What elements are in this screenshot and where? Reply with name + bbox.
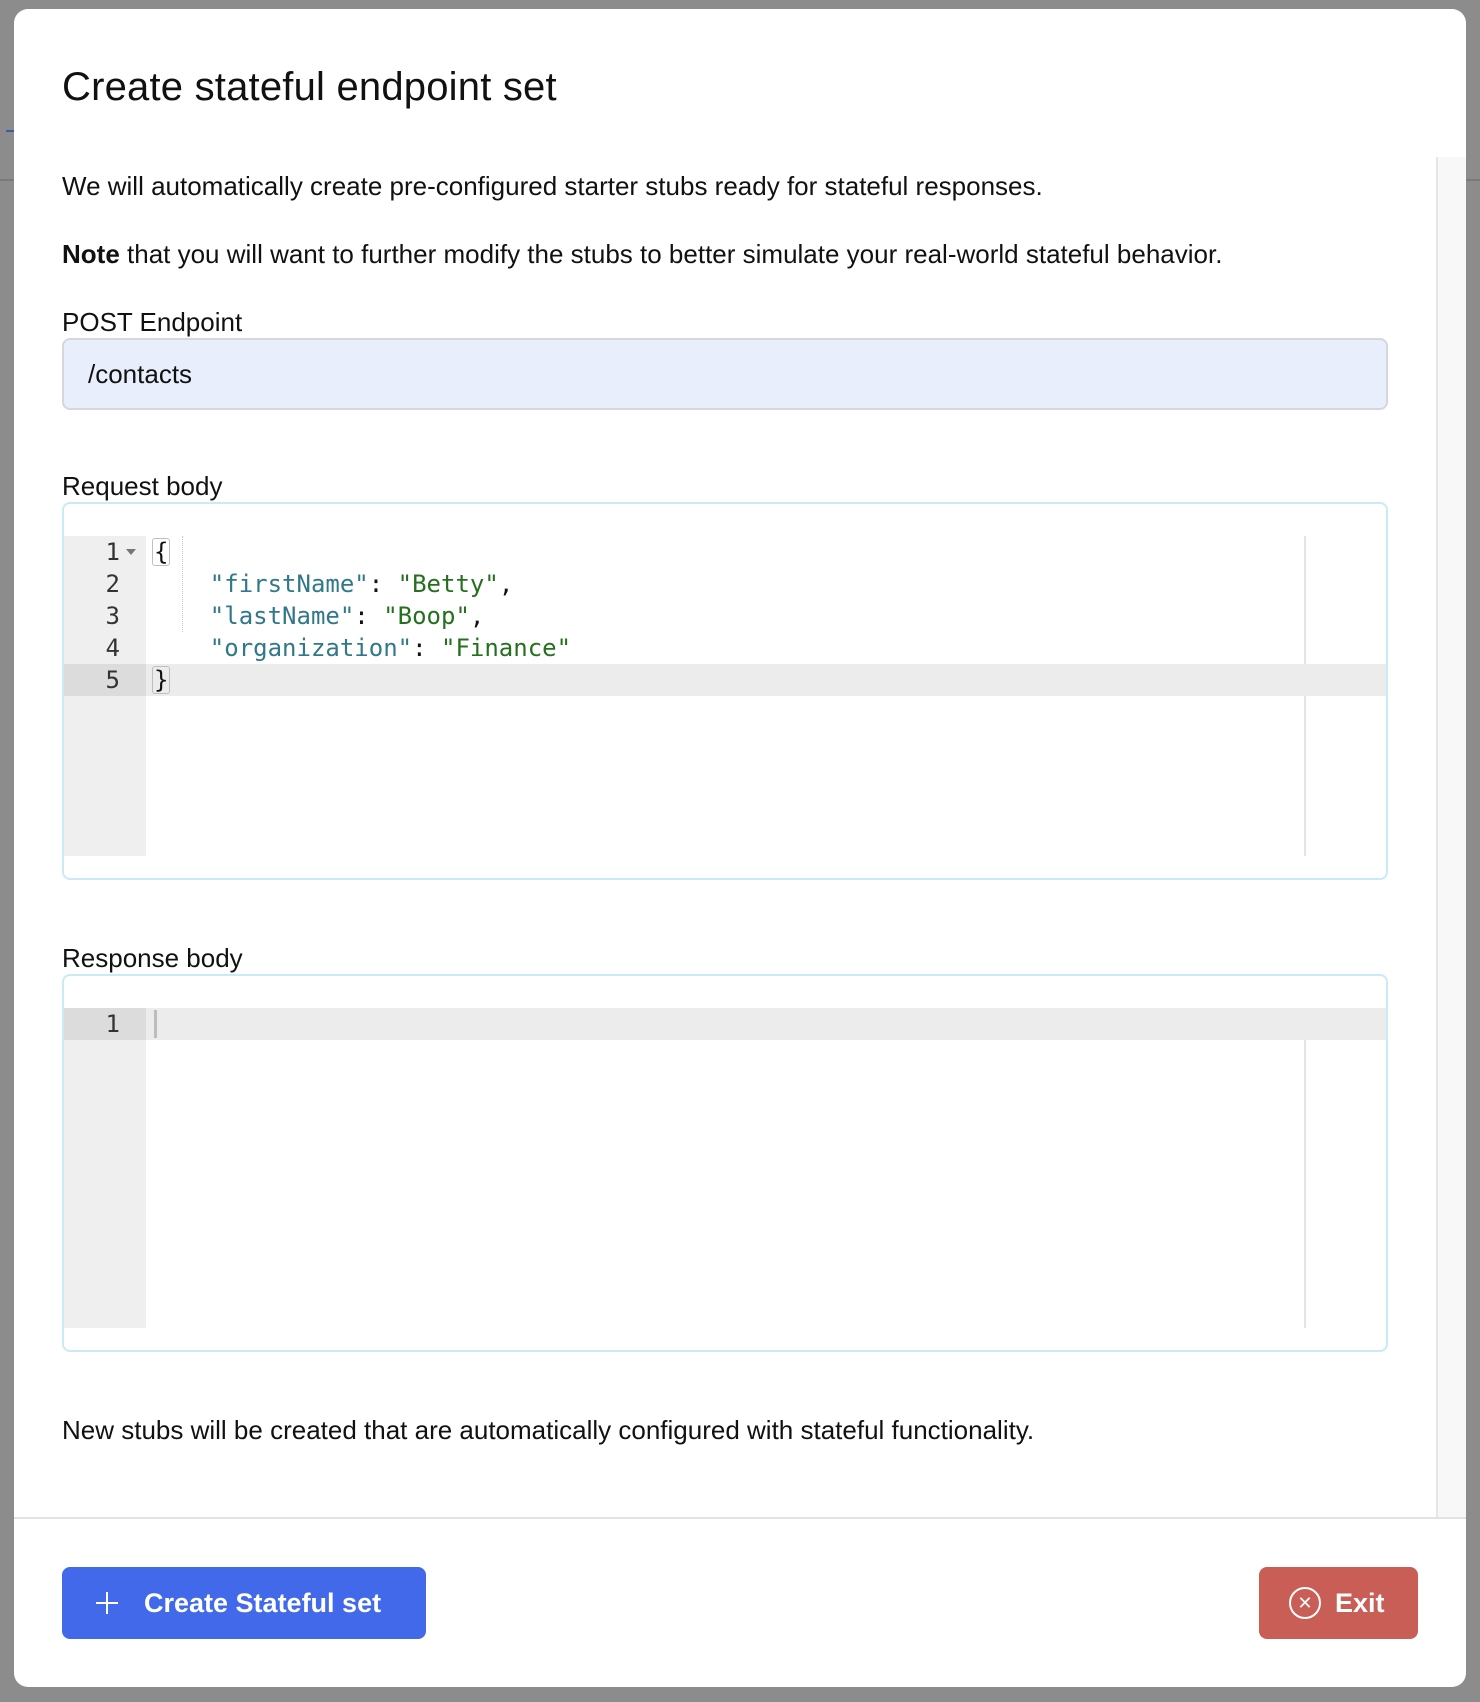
footer-info-text: New stubs will be created that are automatically configured with stateful functionality.	[62, 1415, 1035, 1445]
intro-text: We will automatically create pre-configured starter stubs ready for stateful responses.	[62, 171, 1043, 201]
editor-gutter	[64, 1008, 146, 1328]
note-rest: that you will want to further modify the stubs to better simulate your real-world stateful behavior.	[119, 239, 1223, 269]
footer-divider	[14, 1517, 1466, 1519]
code-line: 2 "firstName": "Betty",	[64, 568, 1386, 600]
note-bold: Note	[62, 239, 120, 269]
close-brace: }	[154, 666, 169, 694]
code-line: 4 "organization": "Finance"	[64, 632, 1386, 664]
line-number: 1	[64, 1008, 146, 1040]
line-number: 1	[105, 538, 120, 566]
modal-title: Create stateful endpoint set	[62, 65, 557, 109]
line-number: 3	[105, 602, 120, 630]
request-body-editor[interactable]	[62, 502, 1388, 880]
create-stateful-modal	[14, 9, 1466, 1687]
post-endpoint-input[interactable]	[62, 338, 1388, 410]
print-margin	[1304, 1008, 1306, 1328]
modal-scrollbar[interactable]	[1436, 157, 1466, 1517]
code-line: 3 "lastName": "Boop",	[64, 600, 1386, 632]
note-text	[62, 239, 1222, 270]
line-number: 5	[64, 664, 146, 696]
backdrop-divider-right	[1466, 179, 1480, 181]
exit-button-label: Exit	[1335, 1587, 1385, 1618]
create-button-label: Create Stateful set	[144, 1587, 382, 1618]
create-stateful-set-button[interactable]	[62, 1567, 426, 1639]
text-cursor	[154, 1010, 157, 1038]
plus-icon	[96, 1592, 118, 1614]
code-line-active	[64, 664, 1386, 696]
line-number: 2	[105, 570, 120, 598]
response-body-label: Response body	[62, 943, 243, 973]
post-endpoint-label: POST Endpoint	[62, 307, 243, 337]
json-value: "Betty"	[397, 570, 499, 598]
code-line-active	[64, 1008, 1386, 1040]
json-key: "firstName"	[209, 570, 369, 598]
backdrop-divider	[0, 179, 14, 181]
json-value: "Boop"	[383, 602, 470, 630]
json-value: "Finance"	[441, 634, 572, 662]
json-key: "lastName"	[209, 602, 355, 630]
fold-arrow-icon[interactable]	[126, 549, 136, 555]
x-circle-icon: ✕	[1289, 1587, 1321, 1619]
line-number: 4	[105, 634, 120, 662]
json-key: "organization"	[209, 634, 413, 662]
open-brace: {	[154, 538, 169, 566]
backdrop-link-fragment	[6, 130, 14, 132]
exit-button[interactable]	[1259, 1567, 1418, 1639]
response-body-editor[interactable]	[62, 974, 1388, 1352]
modal-body	[62, 157, 1422, 1517]
code-line	[64, 536, 1386, 568]
request-body-label: Request body	[62, 471, 223, 501]
